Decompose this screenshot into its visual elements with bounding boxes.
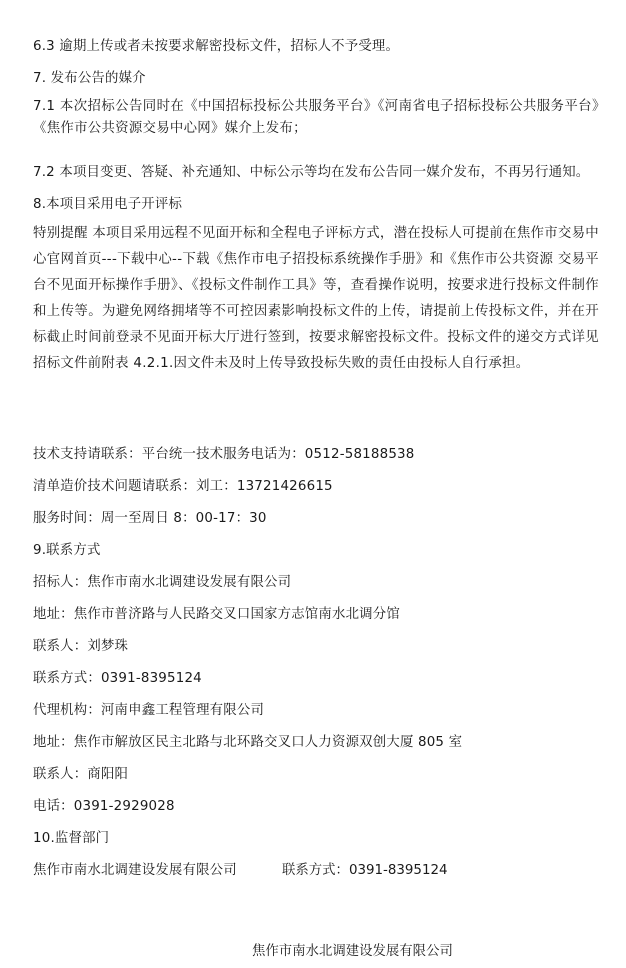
agency-line: 代理机构：河南申鑫工程管理有限公司	[33, 703, 265, 718]
signature-line: 焦作市南水北调建设发展有限公司	[252, 944, 453, 959]
section-7-heading: 7. 发布公告的媒介	[33, 71, 146, 86]
service-hours-line: 服务时间：周一至周日 8：00-17：30	[33, 511, 267, 526]
agency-contact-person: 联系人：商阳阳	[33, 767, 129, 782]
tenderer-contact-person: 联系人：刘梦珠	[33, 639, 129, 654]
section-7-1: 7.1 本次招标公告同时在《中国招标投标公共服务平台》《河南省电子招标投标公共服务平台》《焦作市公共资源交易中心网》媒介上发布；	[33, 99, 599, 136]
section-8-notice: 特别提醒 本项目采用远程不见面开标和全程电子评标方式，潜在投标人可提前在焦作市交易中心官网首页---下载中心--下载《焦作市电子招投标系统操作手册》和《焦作市公共资源 交易平台不见面开标操作手册》、《投标文件制作工具》等，查看操作说明，按要求进行投标文件制作和上传等。为避免网络拥堵等不可控因素影响投标文件的上传，请提前上传投标文件，并在开标截止时间前登录不见面开标大厅进行签到，按要求解密投标文件。投标文件的递交方式详见招标文件前附表 4.2.1.因文件未及时上传导致投标失败的责任由投标人自行承担。	[33, 226, 599, 371]
section-8-heading: 8.本项目采用电子开评标	[33, 197, 183, 212]
tenderer-phone-line: 联系方式：0391-8395124	[33, 671, 202, 686]
supervisor-name: 焦作市南水北调建设发展有限公司	[33, 863, 237, 878]
agency-phone-line: 电话：0391-2929028	[33, 799, 175, 814]
section-6-3: 6.3 逾期上传或者未按要求解密投标文件，招标人不予受理。	[33, 39, 400, 54]
supervisor-phone: 联系方式：0391-8395124	[282, 863, 448, 878]
section-7-2: 7.2 本项目变更、答疑、补充通知、中标公示等均在发布公告同一媒介发布，不再另行通知。	[33, 165, 590, 180]
tenderer-address-line: 地址：焦作市普济路与人民路交叉口国家方志馆南水北调分馆	[33, 607, 400, 622]
agency-address-line: 地址：焦作市解放区民主北路与北环路交叉口人力资源双创大厦 805 室	[33, 735, 463, 750]
tenderer-line: 招标人：焦作市南水北调建设发展有限公司	[33, 575, 292, 590]
section-10-heading: 10.监督部门	[33, 831, 110, 846]
section-9-heading: 9.联系方式	[33, 543, 101, 558]
tech-support-line: 技术支持请联系：平台统一技术服务电话为：0512-58188538	[33, 447, 415, 462]
cost-support-line: 清单造价技术问题请联系：刘工：13721426615	[33, 479, 333, 494]
